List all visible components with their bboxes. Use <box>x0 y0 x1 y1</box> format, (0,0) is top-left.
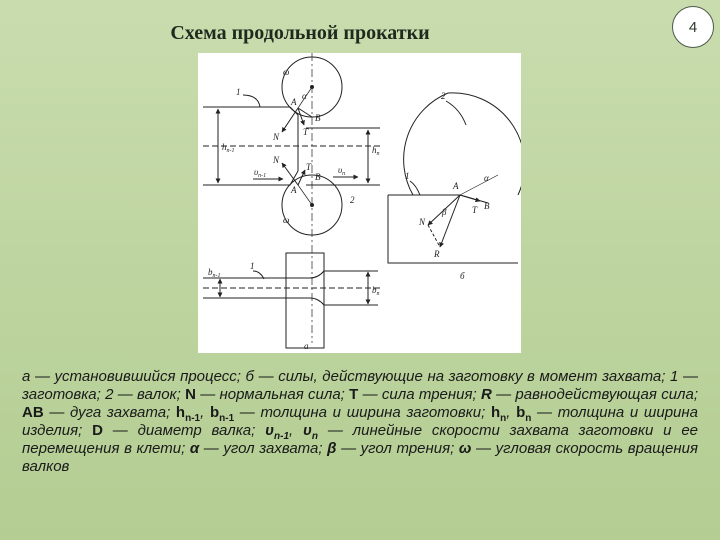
label-N-bite: N <box>419 217 426 227</box>
bite-roll-arc <box>404 93 521 195</box>
upper-roll-center <box>311 86 314 89</box>
bite-T-arrow <box>460 195 480 201</box>
rolling-diagram-svg <box>198 53 521 353</box>
page-number-badge: 4 <box>672 6 714 48</box>
label-B-upper: B <box>315 113 321 123</box>
label-A-upper: A <box>291 97 297 107</box>
bite-angle-ray <box>460 175 498 195</box>
bite-workpiece <box>388 195 518 263</box>
label-b-prev: $b_{n-1}$ <box>208 267 221 279</box>
label-v-prev: $\upsilon_{n-1}$ <box>254 167 267 179</box>
bite-R-construction <box>428 225 440 247</box>
label-one-b: 1 <box>405 171 410 181</box>
label-one-plan: 1 <box>250 261 255 271</box>
label-alpha-bite: α <box>484 173 489 183</box>
label-A-lower: A <box>291 185 297 195</box>
label-T-bite: T <box>472 205 478 215</box>
leader-roll-b <box>446 101 466 125</box>
panel-label-b: б <box>460 271 465 281</box>
panel-label-a: а <box>304 341 309 351</box>
label-omega-lower: ω <box>283 215 290 225</box>
label-h-prev: $h_{n-1}$ <box>222 142 235 154</box>
upper-T-arrow <box>298 108 304 125</box>
label-v-cur: $\upsilon_n$ <box>338 165 346 177</box>
label-N-upper: N <box>273 132 280 142</box>
upper-N-arrow <box>282 108 298 132</box>
label-T-lower: T <box>306 162 312 172</box>
label-h-cur: $h_n$ <box>372 145 380 157</box>
figure-caption: а — установившийся процесс; б — силы, действующие на заготовку в момент захвата; 1 — заготовка; 2 — валок; N — нормальная сила; T — сила трения; R — равнодействующая сила; АВ — дуга захвата; $h_{n-1}$, $b_{n-1}$ — толщина и ширина заготовки; $h_n$, $b_n$ — толщина и ширина изделия; D — диаметр валка; $\upsilon_{n-1}$, $\upsilon_n$ — линейные скорости захвата заготовки и ее перемещения в клети; α — угол захвата; β — угол трения; ω — угловая скорость вращения валков <box>22 368 699 475</box>
label-R-bite: R <box>434 249 440 259</box>
label-b-cur: $b_n$ <box>372 285 380 297</box>
label-two-b: 2 <box>441 91 446 101</box>
label-beta-bite: β <box>442 207 447 217</box>
label-B-lower: B <box>315 172 321 182</box>
label-omega-upper: ω <box>283 67 290 77</box>
slide-title: Схема продольной прокатки <box>170 22 430 44</box>
label-A-bite: A <box>453 181 459 191</box>
label-T-upper: T <box>303 127 309 137</box>
lower-angle-ray <box>298 185 312 205</box>
lower-roll-center <box>311 204 314 207</box>
label-alpha-upper: α <box>302 91 307 101</box>
lower-N-arrow <box>282 163 298 185</box>
rolling-diagram <box>198 53 521 353</box>
label-B-bite: B <box>484 201 490 211</box>
leader-workpiece-a <box>243 95 260 107</box>
label-one-a: 1 <box>236 87 241 97</box>
label-N-lower: N <box>273 155 280 165</box>
label-two-a: 2 <box>350 195 355 205</box>
bite-R-arrow <box>440 195 460 247</box>
